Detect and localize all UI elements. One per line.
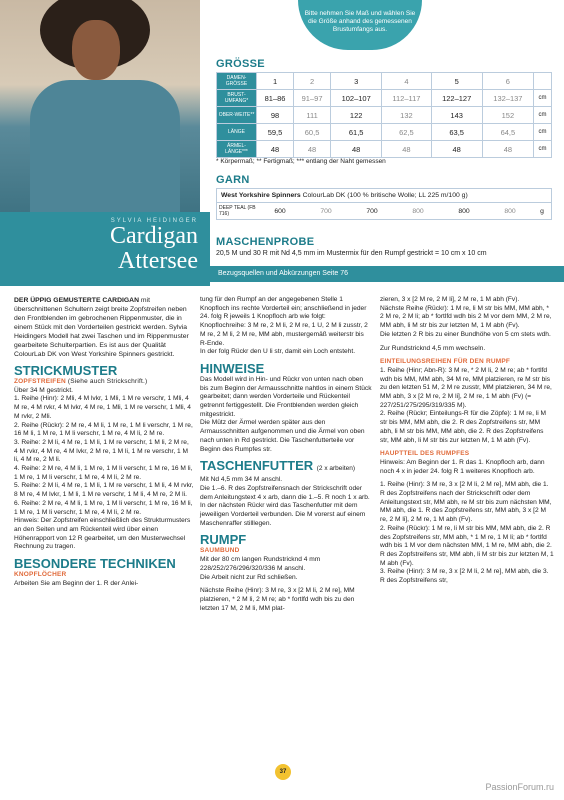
cell: 91–97 bbox=[294, 90, 331, 107]
unit-cell: cm bbox=[534, 90, 552, 107]
section-heading: HINWEISE bbox=[200, 360, 265, 376]
cell: 111 bbox=[294, 107, 331, 124]
unit-cell: cm bbox=[534, 141, 552, 158]
cardigan-figure bbox=[30, 80, 180, 212]
paragraph: Die letzten 2 R bis zu einer Bundhöhe von 5 cm stets wdh. bbox=[380, 330, 551, 338]
paragraph: 2. Reihe (Rückr; Einteilungs-R für die Zöpfe): 1 M re, li M str bis MM, MM abh, die 2. R des Zopfstreifens str, MM abh, li M str bis MM, MM abh, die 2. R des Zopfstreifens str, MM abh, li M str bis zur letzten M, 1 M abh (Fv). bbox=[380, 410, 546, 444]
table-row bbox=[217, 90, 552, 107]
sizes-footnote: * Körpermaß; ** Fertigmaß; *** entlang der Naht gemessen bbox=[216, 158, 386, 165]
cell: 800 bbox=[504, 207, 516, 215]
paragraph: Die Mütz der Ärmel werden später aus den Armausschnitten aufgenommen und die Ärmel von oben nach unten in Rd gestrickt. Die Taschenfutterteile vor Beginn des Rumpfes str. bbox=[200, 419, 365, 453]
cell: 122 bbox=[331, 107, 382, 124]
yarn-heading: GARN bbox=[216, 174, 250, 186]
yarn-color-label: DEEP TEAL (FB 716) bbox=[219, 205, 256, 217]
section-heading: BESONDERE TECHNIKEN bbox=[14, 556, 176, 572]
title-box bbox=[0, 212, 210, 286]
paragraph: 1. Reihe (Hinr): 2 Mli, 4 M lvkr, 1 Mli, 1 M re verschr, 1 Mli, 4 M re, 4 M rvkr, 4 M lvkr, 4 M re, 1 Mli, 1 M re verschr, 1 Mli, 4 M rvkr, 2 Mli. bbox=[14, 395, 191, 420]
paragraph: In der folg Rückr den U li str, damit ein Loch entsteht. bbox=[200, 348, 356, 356]
face-shape bbox=[72, 20, 120, 80]
title-line-1: Cardigan bbox=[110, 223, 198, 249]
paragraph: 1. Reihe (Hinr): 3 M re, 3 x [2 M li, 2 M re], MM abh, die 1. R des Zopfstreifens nach der Strickschrift oder dem Anleitungstext str, MM abh, re M str bis zum nächsten MM, MM abh, die 1. R des Zopfstreifens str, MM abh, 3 x [2 M re, 2 M li], 2 M re, 1 M abh (Fv). bbox=[380, 481, 552, 524]
row-label: OBER-WEITE** bbox=[217, 107, 257, 124]
paragraph: Die Arbeit nicht zur Rd schließen. bbox=[200, 573, 298, 581]
watermark: PassionForum.ru bbox=[485, 782, 554, 792]
size-hint-bubble: Bitte nehmen Sie Maß und wählen Sie die Größe anhand des gemessenen Brustumfangs aus. bbox=[298, 0, 422, 50]
row-label: DAMEN-GRÖSSE bbox=[217, 73, 257, 90]
cell: 122–127 bbox=[431, 90, 482, 107]
page-number: 37 bbox=[275, 764, 291, 780]
cell: 48 bbox=[482, 141, 533, 158]
cell: 60,5 bbox=[294, 124, 331, 141]
subheading: SAUMBUND bbox=[200, 547, 240, 555]
subheading: HAUPTTEIL DES RUMPFES bbox=[380, 450, 470, 458]
subheading-note: (Siehe auch Strickschrift.) bbox=[67, 378, 148, 385]
heading-text: TASCHENFUTTER bbox=[200, 458, 314, 474]
cell: 62,5 bbox=[382, 124, 431, 141]
cell: 800 bbox=[412, 207, 424, 215]
cell: 152 bbox=[482, 107, 533, 124]
unit-cell: cm bbox=[534, 107, 552, 124]
author-name: SYLVIA HEIDINGER bbox=[110, 218, 198, 224]
paragraph: Arbeiten Sie am Beginn der 1. R der Anlei- bbox=[14, 579, 139, 587]
gauge-heading: MASCHENPROBE bbox=[216, 236, 315, 248]
cell: 2 bbox=[294, 73, 331, 90]
paragraph: Nächste Reihe (Hinr): 3 M re, 3 x [2 M li, 2 M re], MM platzieren, * 2 M li, 2 M re; ab * fortlfd wdh bis zu den letzten 17 M, 2 M li, MM plat- bbox=[200, 587, 355, 612]
paragraph: Zur Rundstricknd 4,5 mm wechseln. bbox=[380, 344, 486, 352]
cell: 102–107 bbox=[331, 90, 382, 107]
cell: 800 bbox=[458, 207, 470, 215]
cell: 1 bbox=[257, 73, 294, 90]
paragraph: Mit der 80 cm langen Rundstricknd 4 mm 228/252/276/296/320/336 M anschl. bbox=[200, 556, 321, 572]
cell: 64,5 bbox=[482, 124, 533, 141]
unit-cell: cm bbox=[534, 124, 552, 141]
cell: 48 bbox=[382, 141, 431, 158]
paragraph: 5. Reihe: 2 M li, 4 M re, 1 M li, 1 M re verschr, 1 M li, 4 M rvkr, 8 M re, 4 M lvkr, 1 M li, 1 M re verschr, 1 M li, 4 M re, 2 M li. bbox=[14, 482, 194, 499]
yarn-line bbox=[217, 189, 551, 203]
yarn-brand: West Yorkshire Spinners bbox=[221, 192, 301, 199]
yarn-amounts-row bbox=[217, 203, 551, 219]
cell: 48 bbox=[257, 141, 294, 158]
cell: 59,5 bbox=[257, 124, 294, 141]
yarn-desc: ColourLab DK (100 % britische Wolle; LL 225 m/100 g) bbox=[302, 192, 468, 199]
yarn-box bbox=[216, 188, 552, 220]
column-1 bbox=[14, 296, 194, 588]
column-3 bbox=[380, 296, 554, 586]
cell: 143 bbox=[431, 107, 482, 124]
cell: 700 bbox=[366, 207, 378, 215]
paragraph: zieren, 3 x [2 M re, 2 M li], 2 M re, 1 M abh (Fv). bbox=[380, 296, 520, 303]
gauge-text: 20,5 M und 30 R mit Nd 4,5 mm im Mustermix für den Rumpf gestrickt = 10 cm x 10 cm bbox=[216, 250, 487, 257]
cell: 48 bbox=[331, 141, 382, 158]
intro-bold: DER ÜPPIG GEMUSTERTE CARDIGAN bbox=[14, 297, 139, 304]
subheading bbox=[14, 378, 194, 387]
paragraph: 1. Reihe (Hinr; Abn-R): 3 M re, * 2 M li, 2 M re; ab * fortlfd wdh bis MM, MM abh, 34 M re, MM platzieren, re M str bis zu den letzten 51 M, 2 M re zusstr, MM platzieren, 34 M re, MM abh, 3 x [2 M re, 2 M li], 2 M re, 1 M abh (Fv) (= 227/251/275/295/319/335 M). bbox=[380, 366, 552, 409]
table-row bbox=[217, 124, 552, 141]
intro-text: mit überschnittenen Schultern zeigt breite Zopfstreifen neben den Frontblenden im gebrochenen Rippenmuster, die in einem Stück mit den Vorderteilen gestrickt werden. Sylvia Heidingers Modell hat zwei Taschen und im Rippenmuster gearbeitete Schulterpartien. Es ist aus der Qualität ColourLab DK von West Yorkshire Spinners gestrickt. bbox=[14, 297, 189, 358]
sizes-table bbox=[216, 72, 552, 158]
paragraph: Hinweis: Der Zopfstreifen einschließlich des Strukturmusters an den Seiten und am Rückenteil wird über einen Höhenrapport von 12 R gearbeitet, um den Musterwechsel Rechnung zu tragen. bbox=[14, 517, 191, 551]
cell: 600 bbox=[274, 207, 286, 215]
heading-note: (2 x arbeiten) bbox=[316, 465, 356, 473]
paragraph: In der nächsten Rückr wird das Taschenfutter mit dem jeweiligen Vorderteil verbunden. Die M vorerst auf einem Maschenraffer stilllegen. bbox=[200, 502, 366, 527]
cell: 6 bbox=[482, 73, 533, 90]
paragraph: Die 1.–6. R des Zopfstreifensnach der Strickschrift oder dem Anleitungstext 4 x arb, dann die 1.–5. R noch 1 x arb. bbox=[200, 484, 370, 501]
title-line-2: Attersee bbox=[118, 248, 198, 274]
paragraph: 6. Reihe: 2 M re, 4 M li, 1 M re, 1 M li verschr, 1 M re, 16 M li, 1 M re, 1 M li verschr, 1 M re, 4 M li, 2 M re. bbox=[14, 499, 193, 516]
model-photo bbox=[0, 0, 200, 212]
section-heading: STRICKMUSTER bbox=[14, 363, 118, 378]
paragraph: 2. Reihe (Rückr): 1 M re, li M str bis MM, MM abh, die 2. R des Zopfstreifens str, MM abh, * 1 M re, 1 M li; ab * fortlfd wdh bis 1 M vor dem nächsten MM, 1 M re, MM abh, die 2. R des Zopfstreifens str, MM abh, li M str bis zur letzten M, 1 M abh (Fv). bbox=[380, 524, 554, 567]
cell: 4 bbox=[382, 73, 431, 90]
subheading-text: ZOPFSTREIFEN bbox=[14, 378, 66, 385]
row-label: ÄRMEL-LÄNGE*** bbox=[217, 141, 257, 158]
cell: 5 bbox=[431, 73, 482, 90]
subheading: EINTEILUNGSREIHEN FÜR DEN RUMPF bbox=[380, 358, 511, 366]
paragraph: Hinweis: Am Beginn der 1. R das 1. Knopfloch arb, dann noch 4 x in jeder 24. folg R 1 weiteres Knopfloch arb. bbox=[380, 458, 545, 475]
source-bar: Bezugsquellen und Abkürzungen Seite 76 bbox=[210, 266, 564, 282]
intro-paragraph bbox=[14, 296, 194, 359]
paragraph: Das Modell wird in Hin- und Rückr von unten nach oben bis zum Beginn der Armausschnitte nahtlos in einem Stück gearbeitet; dann werden Vorderteile und Rückenteil getrennt fertiggestellt. Die Frontblenden werden gleich mitgestrickt. bbox=[200, 375, 372, 418]
sizes-heading: GRÖSSE bbox=[216, 58, 265, 70]
unit-cell bbox=[534, 73, 552, 90]
cell: 63,5 bbox=[431, 124, 482, 141]
paragraph: 3. Reihe (Hinr): 3 M re, 3 x [2 M li, 2 M re], MM abh, die 3. R des Zopfstreifens str, bbox=[380, 568, 549, 585]
cell: 81–86 bbox=[257, 90, 294, 107]
row-label: LÄNGE bbox=[217, 124, 257, 141]
cell: 3 bbox=[331, 73, 382, 90]
cell: 48 bbox=[431, 141, 482, 158]
paragraph: Knopflochreihe: 3 M re, 2 M li, 2 M re, 1 U, 2 M li zusstr, 2 M re, 2 M li, 2 M re, MM abh, mustergemäß weiterstr bis R-Ende. bbox=[200, 322, 368, 347]
table-row bbox=[217, 107, 552, 124]
paragraph: Mit Nd 4,5 mm 34 M anschl. bbox=[200, 476, 283, 484]
paragraph: Nächste Reihe (Rückr): 1 M re, li M str bis MM, MM abh, * 2 M re, 2 M li; ab * fortlfd wdh bis 2 M vor dem MM, 2 M re, MM abh, li M str bis zur letzten M, 1 M abh (Fv). bbox=[380, 304, 552, 330]
column-2 bbox=[200, 296, 372, 613]
paragraph: 4. Reihe: 2 M re, 4 M li, 1 M re, 1 M li verschr, 1 M re, 16 M li, 1 M re, 1 M li verschr, 1 M re, 4 M li, 2 M re. bbox=[14, 465, 193, 481]
table-row bbox=[217, 141, 552, 158]
paragraph: 2. Reihe (Rückr): 2 M re, 4 M li, 1 M re, 1 M li verschr, 1 M re, 16 M li, 1 M re, 1 M li verschr, 1 M re, 4 M li, 2 M re. bbox=[14, 421, 193, 438]
cell: 48 bbox=[294, 141, 331, 158]
paragraph: 3. Reihe: 2 M li, 4 M re, 1 M li, 1 M re verschr, 1 M li, 2 M re, 4 M rvkr, 4 M re, 4 M lvkr, 2 M re, 1 M li, 1 M re verschr, 1 M li, 4 M re, 2 M li. bbox=[14, 438, 189, 464]
cell: 61,5 bbox=[331, 124, 382, 141]
cell: 132–137 bbox=[482, 90, 533, 107]
cell: 132 bbox=[382, 107, 431, 124]
row-label: BRUST-UMFANG* bbox=[217, 90, 257, 107]
unit-cell: g bbox=[540, 207, 544, 215]
paragraph: Über 34 M gestrickt. bbox=[14, 386, 73, 394]
cell: 700 bbox=[320, 207, 332, 215]
cell: 112–117 bbox=[382, 90, 431, 107]
table-row bbox=[217, 73, 552, 90]
cell: 98 bbox=[257, 107, 294, 124]
section-heading: RUMPF bbox=[200, 532, 247, 548]
subheading: KNOPFLÖCHER bbox=[14, 571, 67, 579]
section-heading bbox=[200, 458, 372, 476]
paragraph: tung für den Rumpf an der angegebenen Stelle 1 Knopfloch ins rechte Vorderteil ein; anschließend in jeder 24. folg R jeweils 1 Knopfloch arb wie folgt: bbox=[200, 296, 367, 321]
